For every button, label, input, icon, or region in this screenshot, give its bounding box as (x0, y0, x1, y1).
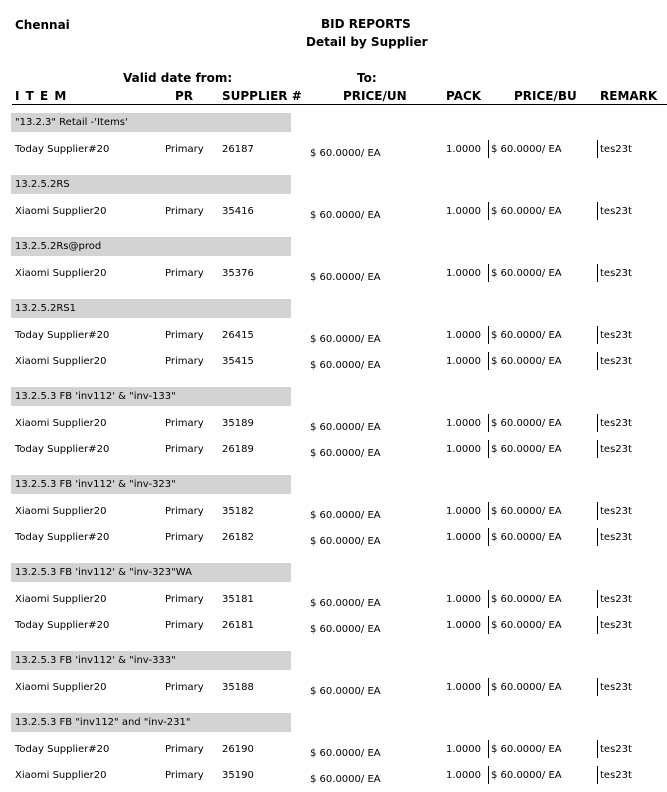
report-subtitle: Detail by Supplier (306, 35, 428, 49)
item-cell: Xiaomi Supplier20 (15, 206, 107, 217)
column-header-item: I T E M (15, 89, 68, 103)
group-header: 13.2.5.2RS1 (11, 299, 291, 318)
column-divider (488, 140, 489, 158)
remark-cell: tes23t (600, 532, 632, 543)
remark-cell: tes23t (600, 744, 632, 755)
group-header: 13.2.5.3 FB "inv112" and "inv-231" (11, 713, 291, 732)
item-cell: Xiaomi Supplier20 (15, 418, 107, 429)
price-un-cell: $ 60.0000/ EA (310, 422, 381, 433)
remark-cell: tes23t (600, 682, 632, 693)
column-divider (597, 326, 598, 344)
column-divider (488, 528, 489, 546)
price-un-cell: $ 60.0000/ EA (310, 536, 381, 547)
price-un-cell: $ 60.0000/ EA (310, 510, 381, 521)
price-bu-cell: $ 60.0000/ EA (491, 620, 562, 631)
pr-cell: Primary (165, 532, 204, 543)
pack-cell: 1.0000 (446, 444, 481, 455)
pack-cell: 1.0000 (446, 268, 481, 279)
supplier-cell: 35190 (222, 770, 254, 781)
price-un-cell: $ 60.0000/ EA (310, 448, 381, 459)
supplier-cell: 26187 (222, 144, 254, 155)
item-cell: Today Supplier#20 (15, 620, 110, 631)
group-header: 13.2.5.3 FB 'inv112' & "inv-323" (11, 475, 291, 494)
supplier-cell: 35189 (222, 418, 254, 429)
pack-cell: 1.0000 (446, 744, 481, 755)
price-bu-cell: $ 60.0000/ EA (491, 532, 562, 543)
price-bu-cell: $ 60.0000/ EA (491, 770, 562, 781)
price-un-cell: $ 60.0000/ EA (310, 148, 381, 159)
remark-cell: tes23t (600, 594, 632, 605)
column-header-pr: PR (175, 89, 194, 103)
column-divider (488, 740, 489, 758)
remark-cell: tes23t (600, 620, 632, 631)
column-divider (488, 414, 489, 432)
supplier-cell: 26181 (222, 620, 254, 631)
supplier-cell: 35415 (222, 356, 254, 367)
column-divider (597, 590, 598, 608)
price-un-cell: $ 60.0000/ EA (310, 774, 381, 785)
column-divider (597, 502, 598, 520)
pr-cell: Primary (165, 418, 204, 429)
group-header: 13.2.5.2RS (11, 175, 291, 194)
column-divider (488, 678, 489, 696)
remark-cell: tes23t (600, 506, 632, 517)
price-un-cell: $ 60.0000/ EA (310, 272, 381, 283)
pr-cell: Primary (165, 268, 204, 279)
group-header: 13.2.5.2Rs@prod (11, 237, 291, 256)
item-cell: Today Supplier#20 (15, 330, 110, 341)
column-header-price-bu: PRICE/BU (514, 89, 577, 103)
pack-cell: 1.0000 (446, 144, 481, 155)
price-un-cell: $ 60.0000/ EA (310, 210, 381, 221)
price-un-cell: $ 60.0000/ EA (310, 598, 381, 609)
remark-cell: tes23t (600, 144, 632, 155)
valid-date-from-label: Valid date from: (123, 71, 233, 85)
column-divider (488, 440, 489, 458)
column-divider (488, 202, 489, 220)
price-bu-cell: $ 60.0000/ EA (491, 506, 562, 517)
item-cell: Xiaomi Supplier20 (15, 594, 107, 605)
pr-cell: Primary (165, 144, 204, 155)
pack-cell: 1.0000 (446, 532, 481, 543)
pack-cell: 1.0000 (446, 206, 481, 217)
column-divider (488, 352, 489, 370)
column-divider (597, 740, 598, 758)
supplier-cell: 26189 (222, 444, 254, 455)
column-header-pack: PACK (446, 89, 482, 103)
column-divider (488, 264, 489, 282)
price-bu-cell: $ 60.0000/ EA (491, 206, 562, 217)
item-cell: Today Supplier#20 (15, 532, 110, 543)
item-cell: Today Supplier#20 (15, 144, 110, 155)
pack-cell: 1.0000 (446, 620, 481, 631)
pack-cell: 1.0000 (446, 356, 481, 367)
column-divider (597, 414, 598, 432)
pack-cell: 1.0000 (446, 770, 481, 781)
pack-cell: 1.0000 (446, 594, 481, 605)
price-bu-cell: $ 60.0000/ EA (491, 144, 562, 155)
supplier-cell: 35376 (222, 268, 254, 279)
supplier-cell: 35181 (222, 594, 254, 605)
group-header: 13.2.5.3 FB 'inv112' & "inv-323"WA (11, 563, 291, 582)
supplier-cell: 26415 (222, 330, 254, 341)
pr-cell: Primary (165, 444, 204, 455)
remark-cell: tes23t (600, 444, 632, 455)
column-divider (597, 264, 598, 282)
item-cell: Today Supplier#20 (15, 444, 110, 455)
item-cell: Xiaomi Supplier20 (15, 770, 107, 781)
report-title: BID REPORTS (321, 17, 411, 31)
pack-cell: 1.0000 (446, 506, 481, 517)
price-un-cell: $ 60.0000/ EA (310, 748, 381, 759)
column-divider (597, 528, 598, 546)
column-divider (597, 678, 598, 696)
item-cell: Today Supplier#20 (15, 744, 110, 755)
price-un-cell: $ 60.0000/ EA (310, 360, 381, 371)
valid-date-to-label: To: (357, 71, 377, 85)
pr-cell: Primary (165, 770, 204, 781)
column-divider (597, 202, 598, 220)
price-un-cell: $ 60.0000/ EA (310, 686, 381, 697)
pr-cell: Primary (165, 744, 204, 755)
pack-cell: 1.0000 (446, 330, 481, 341)
column-divider (488, 326, 489, 344)
pr-cell: Primary (165, 506, 204, 517)
supplier-cell: 26182 (222, 532, 254, 543)
group-header: "13.2.3" Retail -'Items' (11, 113, 291, 132)
remark-cell: tes23t (600, 206, 632, 217)
price-un-cell: $ 60.0000/ EA (310, 334, 381, 345)
column-divider (597, 440, 598, 458)
item-cell: Xiaomi Supplier20 (15, 268, 107, 279)
pr-cell: Primary (165, 620, 204, 631)
price-bu-cell: $ 60.0000/ EA (491, 444, 562, 455)
column-header-remark: REMARK (600, 89, 658, 103)
column-header-price-un: PRICE/UN (343, 89, 407, 103)
header-divider (12, 104, 667, 105)
price-bu-cell: $ 60.0000/ EA (491, 744, 562, 755)
remark-cell: tes23t (600, 330, 632, 341)
column-divider (488, 616, 489, 634)
location-label: Chennai (15, 18, 70, 32)
pr-cell: Primary (165, 594, 204, 605)
price-bu-cell: $ 60.0000/ EA (491, 682, 562, 693)
column-divider (597, 766, 598, 784)
column-header-supplier: SUPPLIER # (222, 89, 302, 103)
price-un-cell: $ 60.0000/ EA (310, 624, 381, 635)
price-bu-cell: $ 60.0000/ EA (491, 594, 562, 605)
pr-cell: Primary (165, 206, 204, 217)
column-divider (597, 352, 598, 370)
supplier-cell: 35182 (222, 506, 254, 517)
column-divider (597, 616, 598, 634)
column-divider (488, 502, 489, 520)
price-bu-cell: $ 60.0000/ EA (491, 418, 562, 429)
pack-cell: 1.0000 (446, 418, 481, 429)
remark-cell: tes23t (600, 268, 632, 279)
column-divider (488, 590, 489, 608)
remark-cell: tes23t (600, 356, 632, 367)
price-bu-cell: $ 60.0000/ EA (491, 356, 562, 367)
remark-cell: tes23t (600, 770, 632, 781)
item-cell: Xiaomi Supplier20 (15, 356, 107, 367)
supplier-cell: 35416 (222, 206, 254, 217)
column-divider (488, 766, 489, 784)
pr-cell: Primary (165, 356, 204, 367)
item-cell: Xiaomi Supplier20 (15, 682, 107, 693)
price-bu-cell: $ 60.0000/ EA (491, 330, 562, 341)
supplier-cell: 35188 (222, 682, 254, 693)
group-header: 13.2.5.3 FB 'inv112' & "inv-133" (11, 387, 291, 406)
column-divider (597, 140, 598, 158)
pr-cell: Primary (165, 330, 204, 341)
item-cell: Xiaomi Supplier20 (15, 506, 107, 517)
group-header: 13.2.5.3 FB 'inv112' & "inv-333" (11, 651, 291, 670)
price-bu-cell: $ 60.0000/ EA (491, 268, 562, 279)
remark-cell: tes23t (600, 418, 632, 429)
pr-cell: Primary (165, 682, 204, 693)
pack-cell: 1.0000 (446, 682, 481, 693)
supplier-cell: 26190 (222, 744, 254, 755)
